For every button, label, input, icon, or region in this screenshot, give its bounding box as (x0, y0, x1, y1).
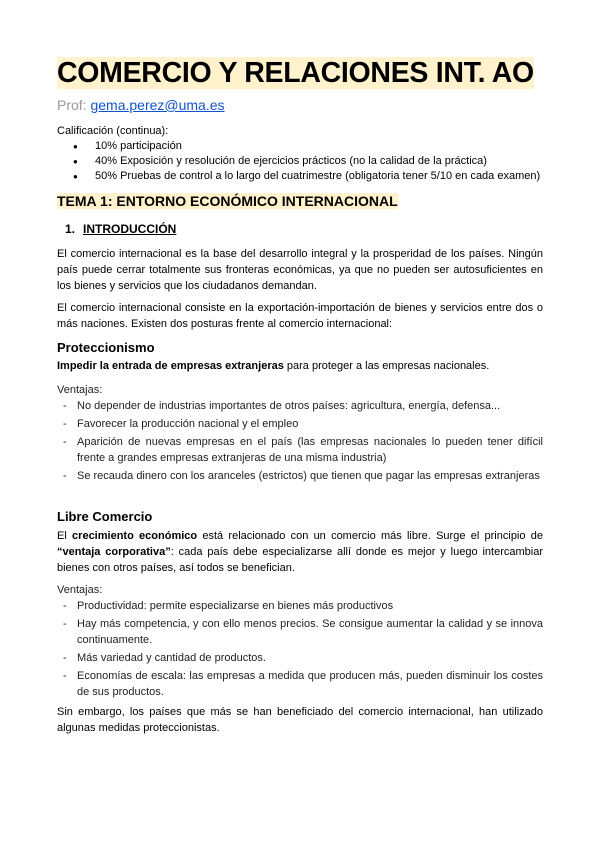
protectionism-definition: Impedir la entrada de empresas extranjeras para proteger a las empresas nacionales. (57, 360, 490, 372)
intro-paragraph: El comercio internacional es la base del desarrollo integral y la prosperidad de los países. Ningún país puede cerrar totalmente sus fronteras económicas, ya que no pueden ser autosuficientes en los bienes y servicios que los ciudadanos demandan. (57, 248, 543, 292)
list-item: - Más variedad y cantidad de productos. (77, 650, 543, 666)
professor-line: Prof: gema.perez@uma.es (57, 97, 225, 113)
list-item: - Se recauda dinero con los aranceles (estrictos) que tienen que pagar las empresas extranjeras (77, 468, 543, 484)
intro-paragraph: El comercio internacional consiste en la exportación-importación de bienes y servicios entre dos o más naciones. Existen dos posturas frente al comercio internacional: (57, 302, 543, 330)
list-item: - Productividad: permite especializarse en bienes más productivos (77, 598, 543, 614)
grading-item: ● 10% participación (95, 139, 543, 154)
free-trade-paragraph: El crecimiento económico está relacionado con un comercio más libre. Surge el principio de “ventaja corporativa”: cada país debe especializarse allí donde es mejor y luego intercambiar bienes con otros países, así todos se benefician. (57, 530, 543, 574)
grading-section (57, 124, 543, 184)
advantages-label: Ventajas: (57, 384, 103, 396)
list-item: - Hay más competencia, y con ello menos precios. Se consigue aumentar la calidad y se innova continuamente. (77, 616, 543, 648)
section-heading: 1. INTRODUCCIÓN (65, 222, 177, 236)
grading-label: Calificación (continua): (57, 125, 169, 137)
list-item: - No depender de industrias importantes de otros países: agricultura, energía, defensa... (77, 398, 543, 414)
closing-paragraph: Sin embargo, los países que más se han beneficiado del comercio internacional, han utilizado algunas medidas proteccionistas. (57, 706, 543, 734)
advantages-label: Ventajas: (57, 584, 103, 596)
protectionism-advantages (57, 382, 543, 486)
free-trade-heading: Libre Comercio (57, 509, 153, 524)
protectionism-heading: Proteccionismo (57, 340, 155, 355)
document-title: COMERCIO Y RELACIONES INT. AO (57, 57, 534, 89)
topic-heading: TEMA 1: ENTORNO ECONÓMICO INTERNACIONAL (57, 193, 398, 209)
list-item: - Favorecer la producción nacional y el empleo (77, 416, 543, 432)
list-item: - Aparición de nuevas empresas en el país (las empresas nacionales lo pueden tener difícil frente a grandes empresas extranjeras de una misma industria) (77, 434, 543, 466)
grading-item: ● 50% Pruebas de control a lo largo del cuatrimestre (obligatoria tener 5/10 en cada examen) (95, 169, 543, 184)
list-item: - Economías de escala: las empresas a medida que producen más, pueden disminuir los costes de sus productos. (77, 668, 543, 700)
professor-email-link[interactable]: gema.perez@uma.es (90, 97, 225, 113)
grading-item: ● 40% Exposición y resolución de ejercicios prácticos (no la calidad de la práctica) (95, 154, 543, 169)
free-trade-advantages (57, 582, 543, 702)
